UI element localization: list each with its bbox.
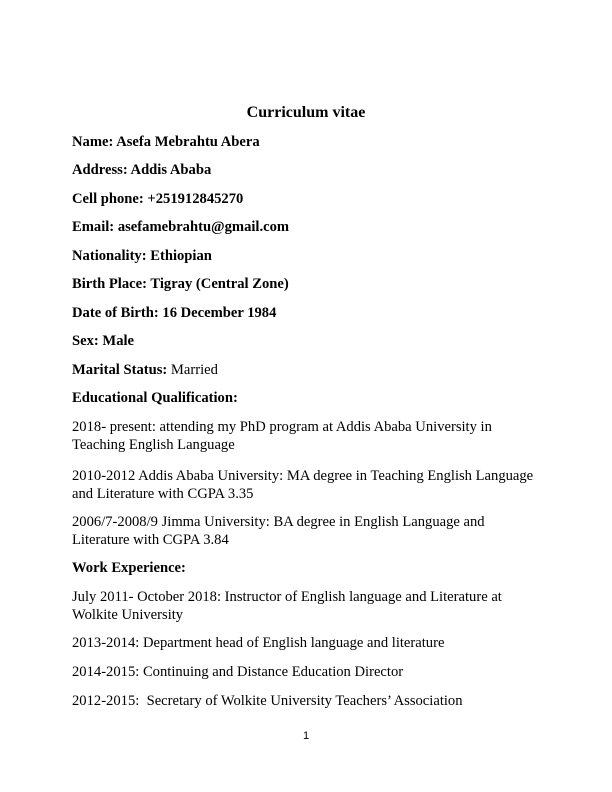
field-marital-status xyxy=(72,361,538,379)
field-label: Nationality: xyxy=(72,248,147,264)
work-item: 2012-2015: Secretary of Wolkite University Teachers’ Association xyxy=(72,693,463,709)
work-item: 2014-2015: Continuing and Distance Education Director xyxy=(72,664,404,680)
education-item: 2006/7-2008/9 Jimma University: BA degree in English Language and Literature with CGPA 3.84 xyxy=(72,514,485,548)
field-label: Birth Place: xyxy=(72,276,147,292)
field-value: Asefa Mebrahtu Abera xyxy=(116,134,260,150)
field-label: Address: xyxy=(72,162,128,178)
field-label: Name: xyxy=(72,134,114,150)
page-number: 1 xyxy=(302,730,310,742)
field-address xyxy=(72,161,538,179)
field-label: Sex: xyxy=(72,333,99,349)
field-date-of-birth xyxy=(72,304,538,322)
field-label: Cell phone: xyxy=(72,191,144,207)
field-value: Married xyxy=(170,362,218,378)
field-nationality xyxy=(72,247,538,265)
field-value: Ethiopian xyxy=(150,248,212,264)
field-label: Marital Status: xyxy=(72,362,168,378)
field-value: Tigray (Central Zone) xyxy=(150,276,289,292)
education-heading: Educational Qualification: xyxy=(72,390,238,406)
field-value: Male xyxy=(102,333,135,349)
field-email xyxy=(72,218,538,236)
field-birth-place xyxy=(72,275,538,293)
field-cell-phone xyxy=(72,190,538,208)
field-label: Date of Birth: xyxy=(72,305,159,321)
field-label: Email: xyxy=(72,219,115,235)
field-value: 16 December 1984 xyxy=(162,305,277,321)
work-heading: Work Experience: xyxy=(72,560,186,576)
document-title: Curriculum vitae xyxy=(246,104,366,121)
education-item: 2010-2012 Addis Ababa University: MA degree in Teaching English Language and Literature with CGPA 3.35 xyxy=(72,468,534,502)
field-value: +251912845270 xyxy=(147,191,244,207)
field-value: asefamebrahtu@gmail.com xyxy=(117,219,290,235)
work-item: July 2011- October 2018: Instructor of English language and Literature at Wolkite University xyxy=(72,589,502,623)
field-name xyxy=(72,133,538,151)
field-value: Addis Ababa xyxy=(130,162,212,178)
field-sex xyxy=(72,332,538,350)
education-item: 2018- present: attending my PhD program at Addis Ababa University in Teaching English Language xyxy=(72,419,492,453)
work-item: 2013-2014: Department head of English language and literature xyxy=(72,635,445,651)
